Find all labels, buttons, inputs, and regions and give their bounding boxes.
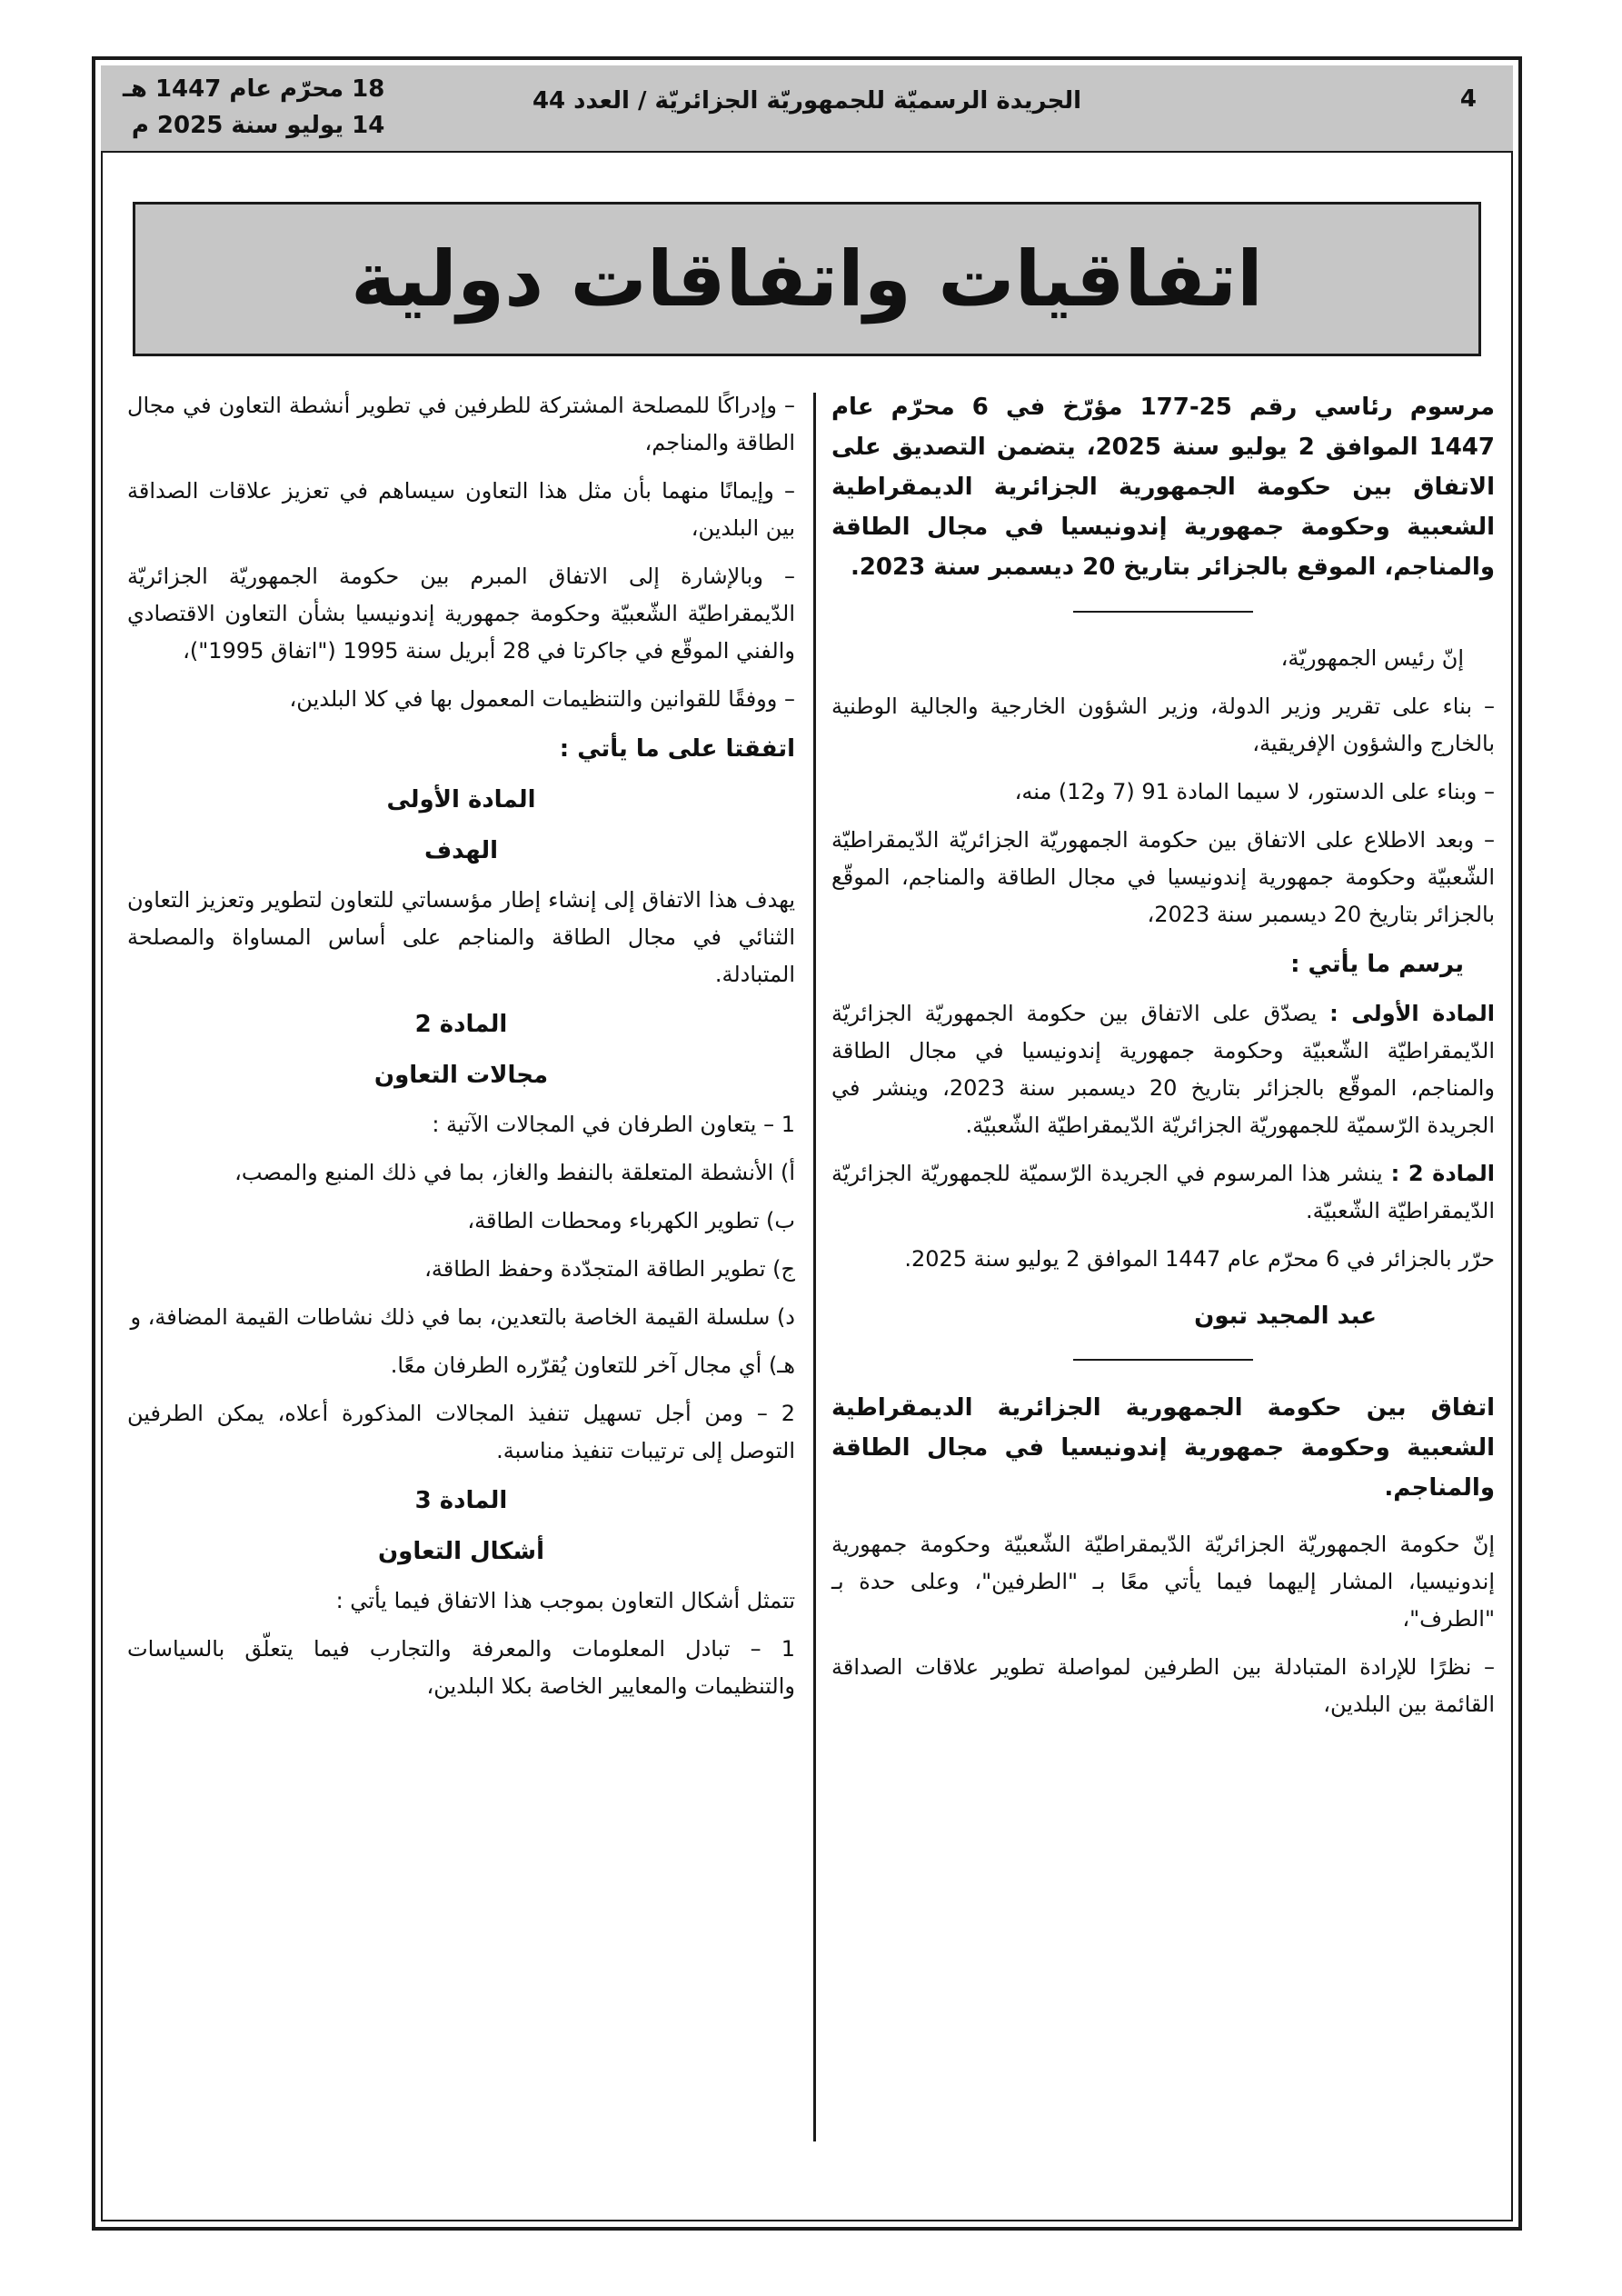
article-1-text: يصدّق على الاتفاق بين حكومة الجمهوريّة الجزائريّة الدّيمقراطيّة الشّعبيّة وحكومة جمهورية إندونيسيا في مجال الطاقة والمناجم، الموقّع بالجزائر بتاريخ 20 ديسمبر سنة 2023، وينشر في الجريدة الرّسميّة للجمهوريّة الجزائريّة الدّيمقراطيّة الشّعبيّة.: [831, 1001, 1495, 1138]
signature: عبد المجيد تبون: [1194, 1303, 1377, 1330]
article-1: [831, 995, 1495, 1144]
article-3-heading: المادة 3: [414, 1487, 508, 1514]
date-gregorian: 14 يوليو سنة 2025 م: [131, 112, 385, 139]
list-item: ج) تطوير الطاقة المتجدّدة وحفظ الطاقة،: [424, 1256, 795, 1282]
paragraph: – بناء على تقرير وزير الدولة، وزير الشؤون الخارجية والجالية الوطنية بالخارج والشؤون الإفريقية،: [831, 694, 1495, 756]
decree-title: مرسوم رئاسي رقم 25-177 مؤرّخ في 6 محرّم عام 1447 الموافق 2 يوليو سنة 2025، يتضمن التصديق على الاتفاق بين حكومة الجمهورية الجزائرية الديمقراطية الشعبية وحكومة جمهورية إندونيسيا في مجال الطاقة والمناجم، الموقع بالجزائر بتاريخ 20 ديسمبر سنة 2023.: [831, 394, 1495, 581]
list-item: 1 – يتعاون الطرفان في المجالات الآتية :: [432, 1112, 795, 1137]
paragraph: يهدف هذا الاتفاق إلى إنشاء إطار مؤسساتي للتعاون لتطوير وتعزيز التعاون الثنائي في مجال الطاقة والمناجم على أساس المساواة والمصلحة المتبادلة.: [127, 887, 795, 987]
gazette-title: الجريدة الرسميّة للجمهوريّة الجزائريّة / العدد 44: [532, 87, 1082, 115]
page-header: [101, 65, 1513, 153]
article-3-subheading: أشكال التعاون: [377, 1538, 545, 1565]
article-1-heading: المادة الأولى: [386, 786, 536, 814]
paragraph: إنّ حكومة الجمهوريّة الجزائريّة الدّيمقراطيّة الشّعبيّة وحكومة جمهورية إندونيسيا، المشار إليهما فيما يأتي معًا بـ "الطرفين"، وعلى حدة بـ "الطرف"،: [831, 1532, 1495, 1632]
paragraph: – وبعد الاطلاع على الاتفاق بين حكومة الجمهوريّة الجزائريّة الدّيمقراطيّة الشّعبيّة وحكومة جمهورية إندونيسيا في مجال الطاقة والمناجم، الموقّع بالجزائر بتاريخ 20 ديسمبر سنة 2023،: [831, 827, 1495, 927]
paragraph: – وإدراكًا للمصلحة المشتركة للطرفين في تطوير أنشطة التعاون في مجال الطاقة والمناجم،: [127, 393, 795, 455]
left-column: [127, 387, 795, 1716]
paragraph: – ووفقًا للقوانين والتنظيمات المعمول بها في كلا البلدين،: [289, 686, 795, 712]
list-item: أ) الأنشطة المتعلقة بالنفط والغاز، بما في ذلك المنبع والمصب،: [234, 1160, 795, 1185]
article-2-label: المادة 2 :: [1390, 1161, 1495, 1186]
list-item: 2 – ومن أجل تسهيل تنفيذ المجالات المذكورة أعلاه، يمكن الطرفين التوصل إلى ترتيبات تنفيذ مناسبة.: [127, 1401, 795, 1463]
section-banner: [133, 202, 1481, 356]
separator-rule: [1073, 1359, 1253, 1361]
issue-date: [123, 71, 384, 144]
article-2-text: ينشر هذا المرسوم في الجريدة الرّسميّة للجمهوريّة الجزائريّة الدّيمقراطيّة الشّعبيّة.: [831, 1161, 1495, 1223]
paragraph: – وبالإشارة إلى الاتفاق المبرم بين حكومة الجمهوريّة الجزائريّة الدّيمقراطيّة الشّعبيّة وحكومة جمهورية إندونيسيا بشأن التعاون الاقتصادي والفني الموقّع في جاكرتا في 28 أبريل سنة 1995 ("اتفاق 1995")،: [127, 564, 795, 664]
page-number: 4: [1459, 85, 1477, 113]
paragraph: إنّ رئيس الجمهوريّة،: [1280, 645, 1464, 671]
right-column: [831, 387, 1495, 1734]
paragraph: – وبناء على الدستور، لا سيما المادة 91 (7 و12) منه،: [1014, 779, 1495, 804]
separator-rule: [1073, 611, 1253, 613]
agreement-title: اتفاق بين حكومة الجمهورية الجزائرية الديمقراطية الشعبية وحكومة جمهورية إندونيسيا في مجال الطاقة والمناجم.: [831, 1394, 1495, 1502]
article-2-heading: المادة 2: [414, 1011, 508, 1038]
decrees-heading: يرسم ما يأتي :: [1290, 951, 1464, 978]
article-2: [831, 1155, 1495, 1230]
section-title: اتفاقيات واتفاقات دولية: [351, 235, 1263, 324]
article-1-label: المادة الأولى :: [1329, 1001, 1495, 1026]
list-item: د) سلسلة القيمة الخاصة بالتعدين، بما في ذلك نشاطات القيمة المضافة، و: [130, 1304, 795, 1330]
list-item: ب) تطوير الكهرباء ومحطات الطاقة،: [467, 1208, 795, 1233]
article-2-subheading: مجالات التعاون: [373, 1062, 549, 1089]
column-divider: [813, 393, 816, 2141]
done-at: حرّر بالجزائر في 6 محرّم عام 1447 الموافق 2 يوليو سنة 2025.: [904, 1246, 1495, 1272]
paragraph: تتمثل أشكال التعاون بموجب هذا الاتفاق فيما يأتي :: [335, 1588, 795, 1613]
article-1-subheading: الهدف: [423, 837, 499, 864]
paragraph: – وإيمانًا منهما بأن مثل هذا التعاون سيساهم في تعزيز علاقات الصداقة بين البلدين،: [127, 478, 795, 541]
list-item: 1 – تبادل المعلومات والمعرفة والتجارب فيما يتعلّق بالسياسات والتنظيمات والمعايير الخاصة بكلا البلدين،: [127, 1636, 795, 1699]
list-item: هـ) أي مجال آخر للتعاون يُقرّره الطرفان معًا.: [390, 1353, 795, 1378]
paragraph: – نظرًا للإرادة المتبادلة بين الطرفين لمواصلة تطوير علاقات الصداقة القائمة بين البلدين،: [831, 1654, 1495, 1717]
agreed-heading: اتفقتا على ما يأتي :: [559, 735, 795, 763]
date-hijri: 18 محرّم عام 1447 هـ: [123, 75, 385, 103]
